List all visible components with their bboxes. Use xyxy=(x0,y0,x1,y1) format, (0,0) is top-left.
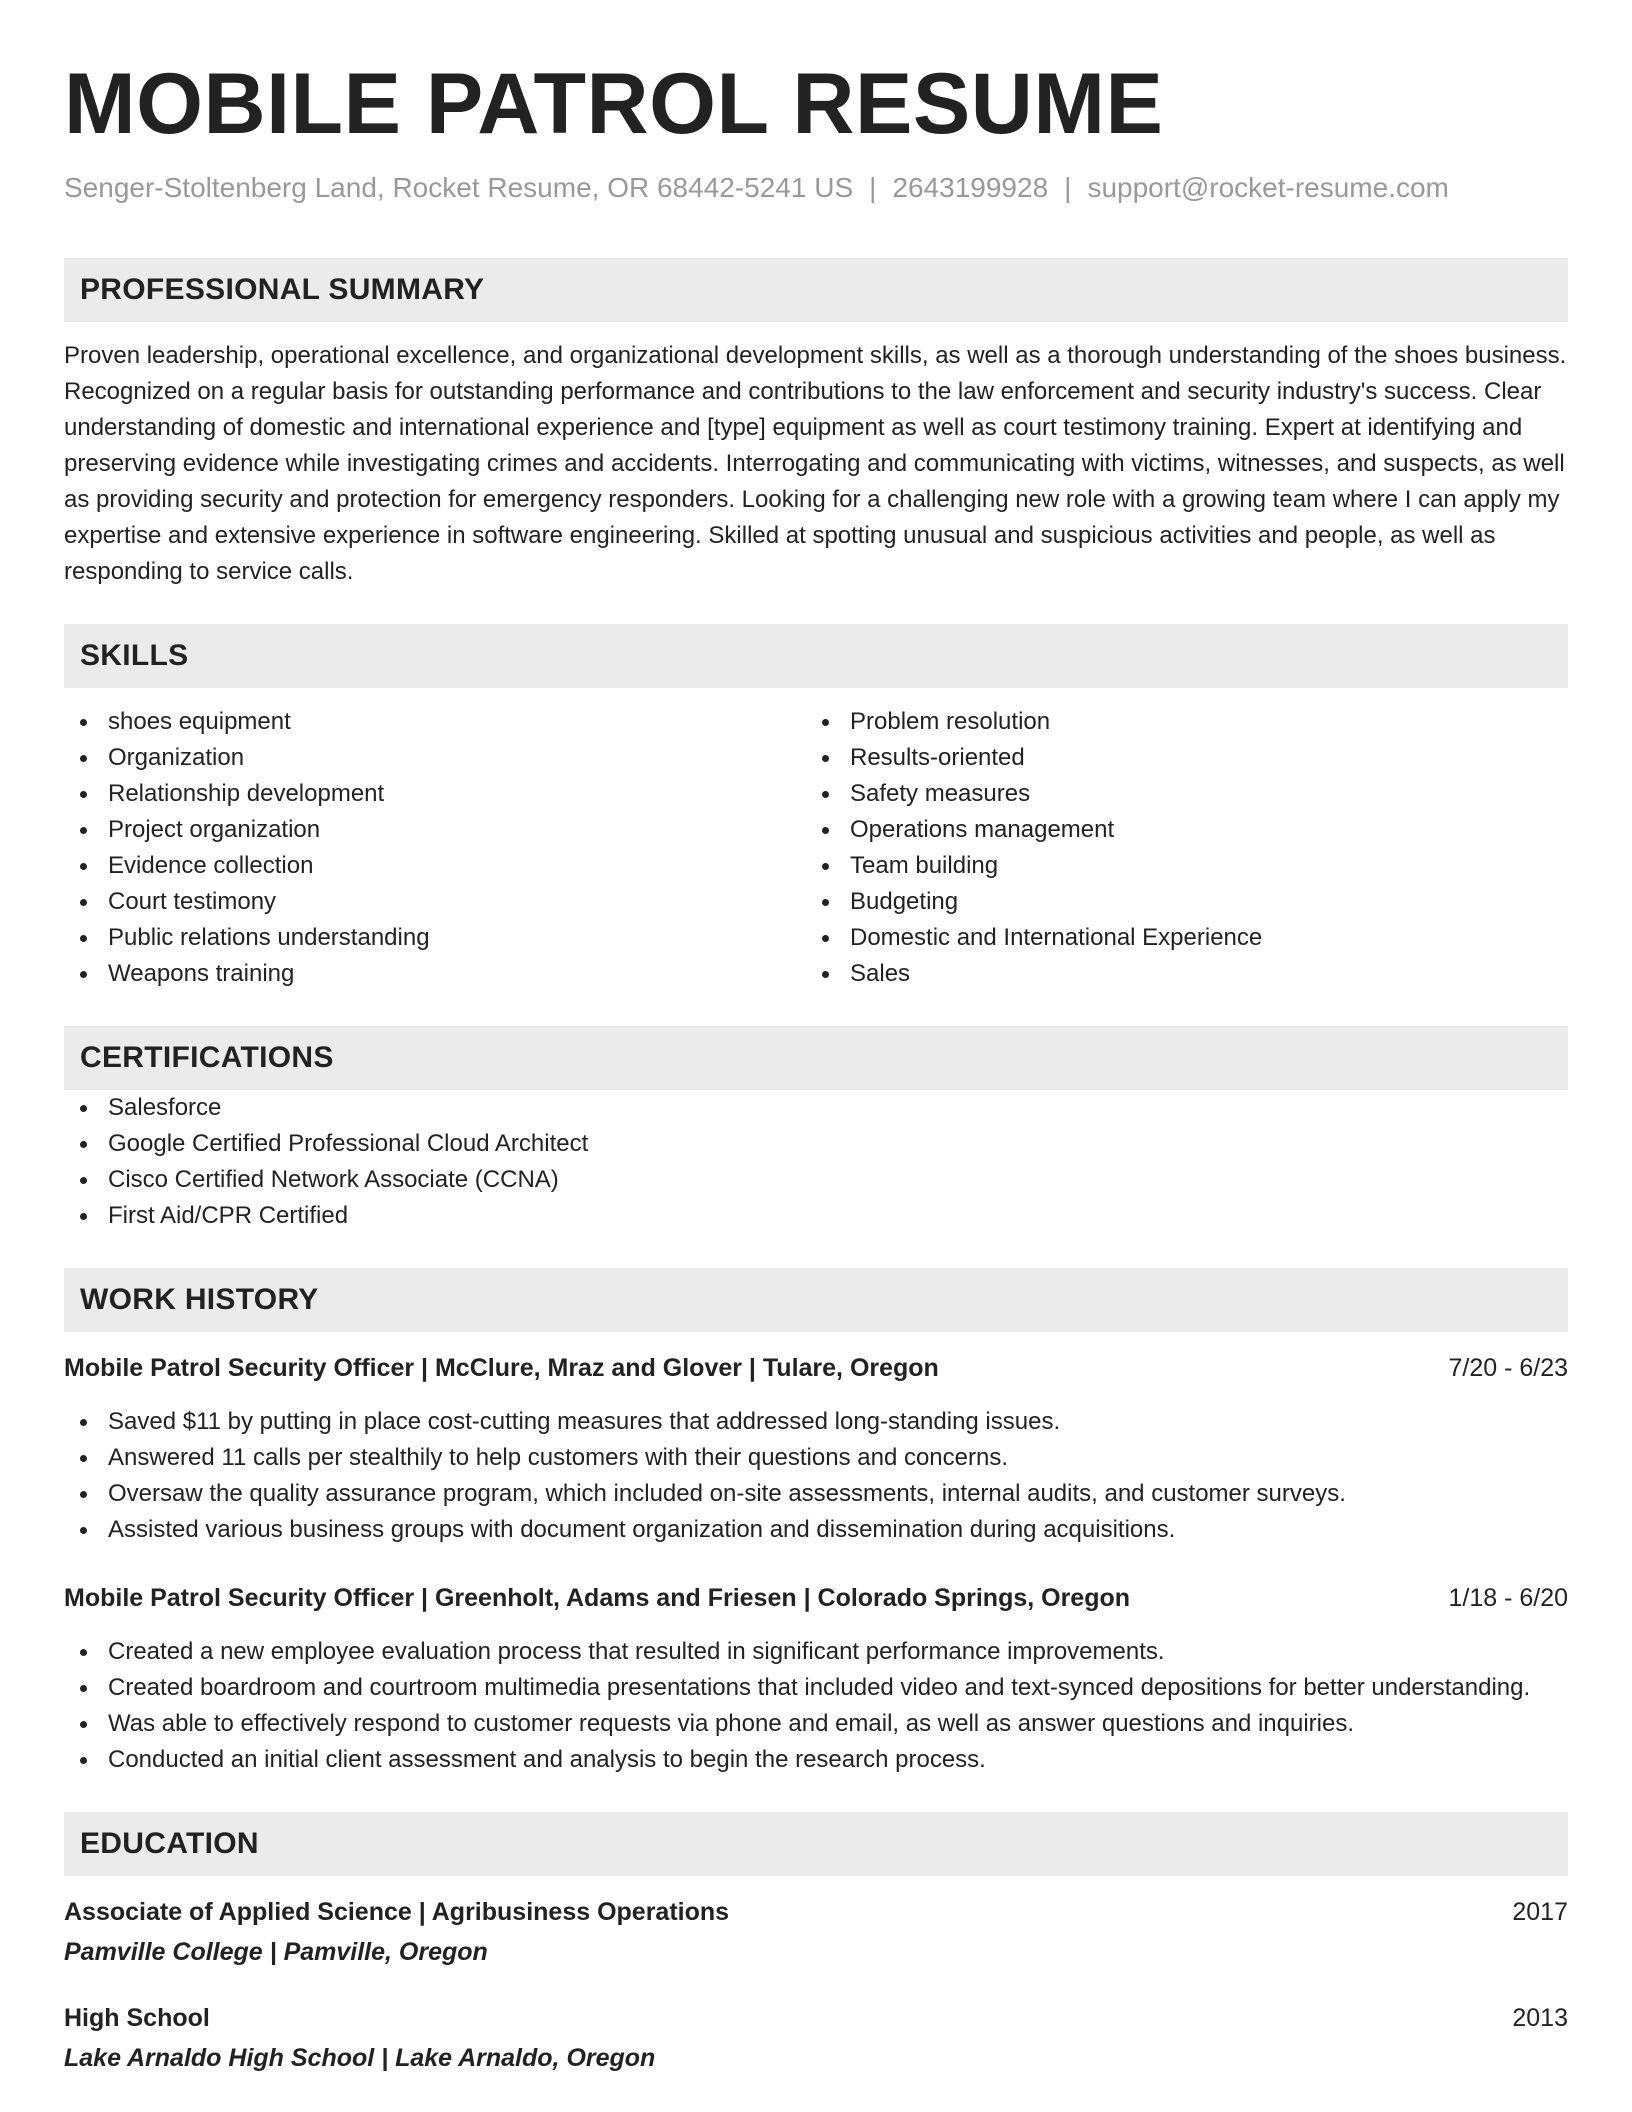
education-school: Pamville College | Pamville, Oregon xyxy=(64,1938,488,1966)
certifications-list xyxy=(64,1090,1568,1234)
contact-line xyxy=(64,170,1568,206)
job-header xyxy=(64,1580,1568,1616)
skill-item: Problem resolution xyxy=(806,704,1548,740)
job-title: Mobile Patrol Security Officer | Greenholt, Adams and Friesen | Colorado Springs, Oregon xyxy=(64,1584,1131,1612)
job-bullet: Created boardroom and courtroom multimedia presentations that included video and text-synced depositions for better understanding. xyxy=(64,1670,1568,1706)
skills-list-left xyxy=(64,704,806,992)
skills-grid xyxy=(64,704,1568,992)
job-bullet: Was able to effectively respond to customer requests via phone and email, as well as answer questions and inquiries. xyxy=(64,1706,1568,1742)
skill-item: Project organization xyxy=(64,812,806,848)
section-header-certifications: CERTIFICATIONS xyxy=(64,1026,1568,1090)
job-entry xyxy=(64,1350,1568,1548)
job-header xyxy=(64,1350,1568,1386)
education-degree: Associate of Applied Science | Agribusiness Operations xyxy=(64,1898,730,1926)
job-dates: 1/18 - 6/20 xyxy=(1448,1584,1568,1612)
skill-item: shoes equipment xyxy=(64,704,806,740)
skill-item: Budgeting xyxy=(806,884,1548,920)
certification-item: Google Certified Professional Cloud Architect xyxy=(64,1126,1568,1162)
job-bullet: Conducted an initial client assessment and analysis to begin the research process. xyxy=(64,1742,1568,1778)
skill-item: Sales xyxy=(806,956,1548,992)
job-title: Mobile Patrol Security Officer | McClure, Mraz and Glover | Tulare, Oregon xyxy=(64,1354,939,1382)
certification-item: First Aid/CPR Certified xyxy=(64,1198,1568,1234)
skill-item: Public relations understanding xyxy=(64,920,806,956)
section-header-skills: SKILLS xyxy=(64,624,1568,688)
contact-address: Senger-Stoltenberg Land, Rocket Resume, OR 68442-5241 US xyxy=(64,172,854,203)
job-bullets xyxy=(64,1634,1568,1778)
skill-item: Organization xyxy=(64,740,806,776)
contact-email: support@rocket-resume.com xyxy=(1087,172,1449,203)
job-bullet: Saved $11 by putting in place cost-cutting measures that addressed long-standing issues. xyxy=(64,1404,1568,1440)
section-header-work-history: WORK HISTORY xyxy=(64,1268,1568,1332)
section-header-summary: PROFESSIONAL SUMMARY xyxy=(64,258,1568,322)
education-year: 2013 xyxy=(1512,2004,1568,2032)
skill-item: Results-oriented xyxy=(806,740,1548,776)
resume-title: MOBILE PATROL RESUME xyxy=(64,56,1164,152)
certification-item: Salesforce xyxy=(64,1090,1568,1126)
job-bullet: Created a new employee evaluation process that resulted in significant performance improvements. xyxy=(64,1634,1568,1670)
skill-item: Relationship development xyxy=(64,776,806,812)
section-header-education: EDUCATION xyxy=(64,1812,1568,1876)
skill-item: Team building xyxy=(806,848,1548,884)
education-entry xyxy=(64,1894,1568,1970)
job-bullet: Answered 11 calls per stealthily to help customers with their questions and concerns. xyxy=(64,1440,1568,1476)
education-header xyxy=(64,2000,1568,2036)
skill-item: Weapons training xyxy=(64,956,806,992)
job-dates: 7/20 - 6/23 xyxy=(1448,1354,1568,1382)
contact-phone: 2643199928 xyxy=(892,172,1049,203)
certification-item: Cisco Certified Network Associate (CCNA) xyxy=(64,1162,1568,1198)
education-header xyxy=(64,1894,1568,1930)
skill-item: Domestic and International Experience xyxy=(806,920,1548,956)
contact-separator: | xyxy=(869,172,877,203)
job-bullet: Assisted various business groups with document organization and dissemination during acquisitions. xyxy=(64,1512,1568,1548)
education-year: 2017 xyxy=(1512,1898,1568,1926)
job-entry xyxy=(64,1580,1568,1778)
education-school: Lake Arnaldo High School | Lake Arnaldo, Oregon xyxy=(64,2044,656,2072)
skill-item: Evidence collection xyxy=(64,848,806,884)
job-bullets xyxy=(64,1404,1568,1548)
education-degree: High School xyxy=(64,2004,210,2032)
job-bullet: Oversaw the quality assurance program, which included on-site assessments, internal audits, and customer surveys. xyxy=(64,1476,1568,1512)
summary-text: Proven leadership, operational excellence, and organizational development skills, as well as a thorough understanding of the shoes business. Recognized on a regular basis for outstanding performance and contributions to the law enforcement and security industry's success. Clear understanding of domestic and international experience and [type] equipment as well as court testimony training. Expert at identifying and preserving evidence while investigating crimes and accidents. Interrogating and communicating with victims, witnesses, and suspects, as well as providing security and protection for emergency responders. Looking for a challenging new role with a growing team where I can apply my expertise and extensive experience in software engineering. Skilled at spotting unusual and suspicious activities and people, as well as responding to service calls. xyxy=(64,342,1567,585)
skill-item: Safety measures xyxy=(806,776,1548,812)
skills-list-right xyxy=(806,704,1548,992)
skill-item: Court testimony xyxy=(64,884,806,920)
education-entry xyxy=(64,2000,1568,2076)
contact-separator: | xyxy=(1064,172,1072,203)
skill-item: Operations management xyxy=(806,812,1548,848)
